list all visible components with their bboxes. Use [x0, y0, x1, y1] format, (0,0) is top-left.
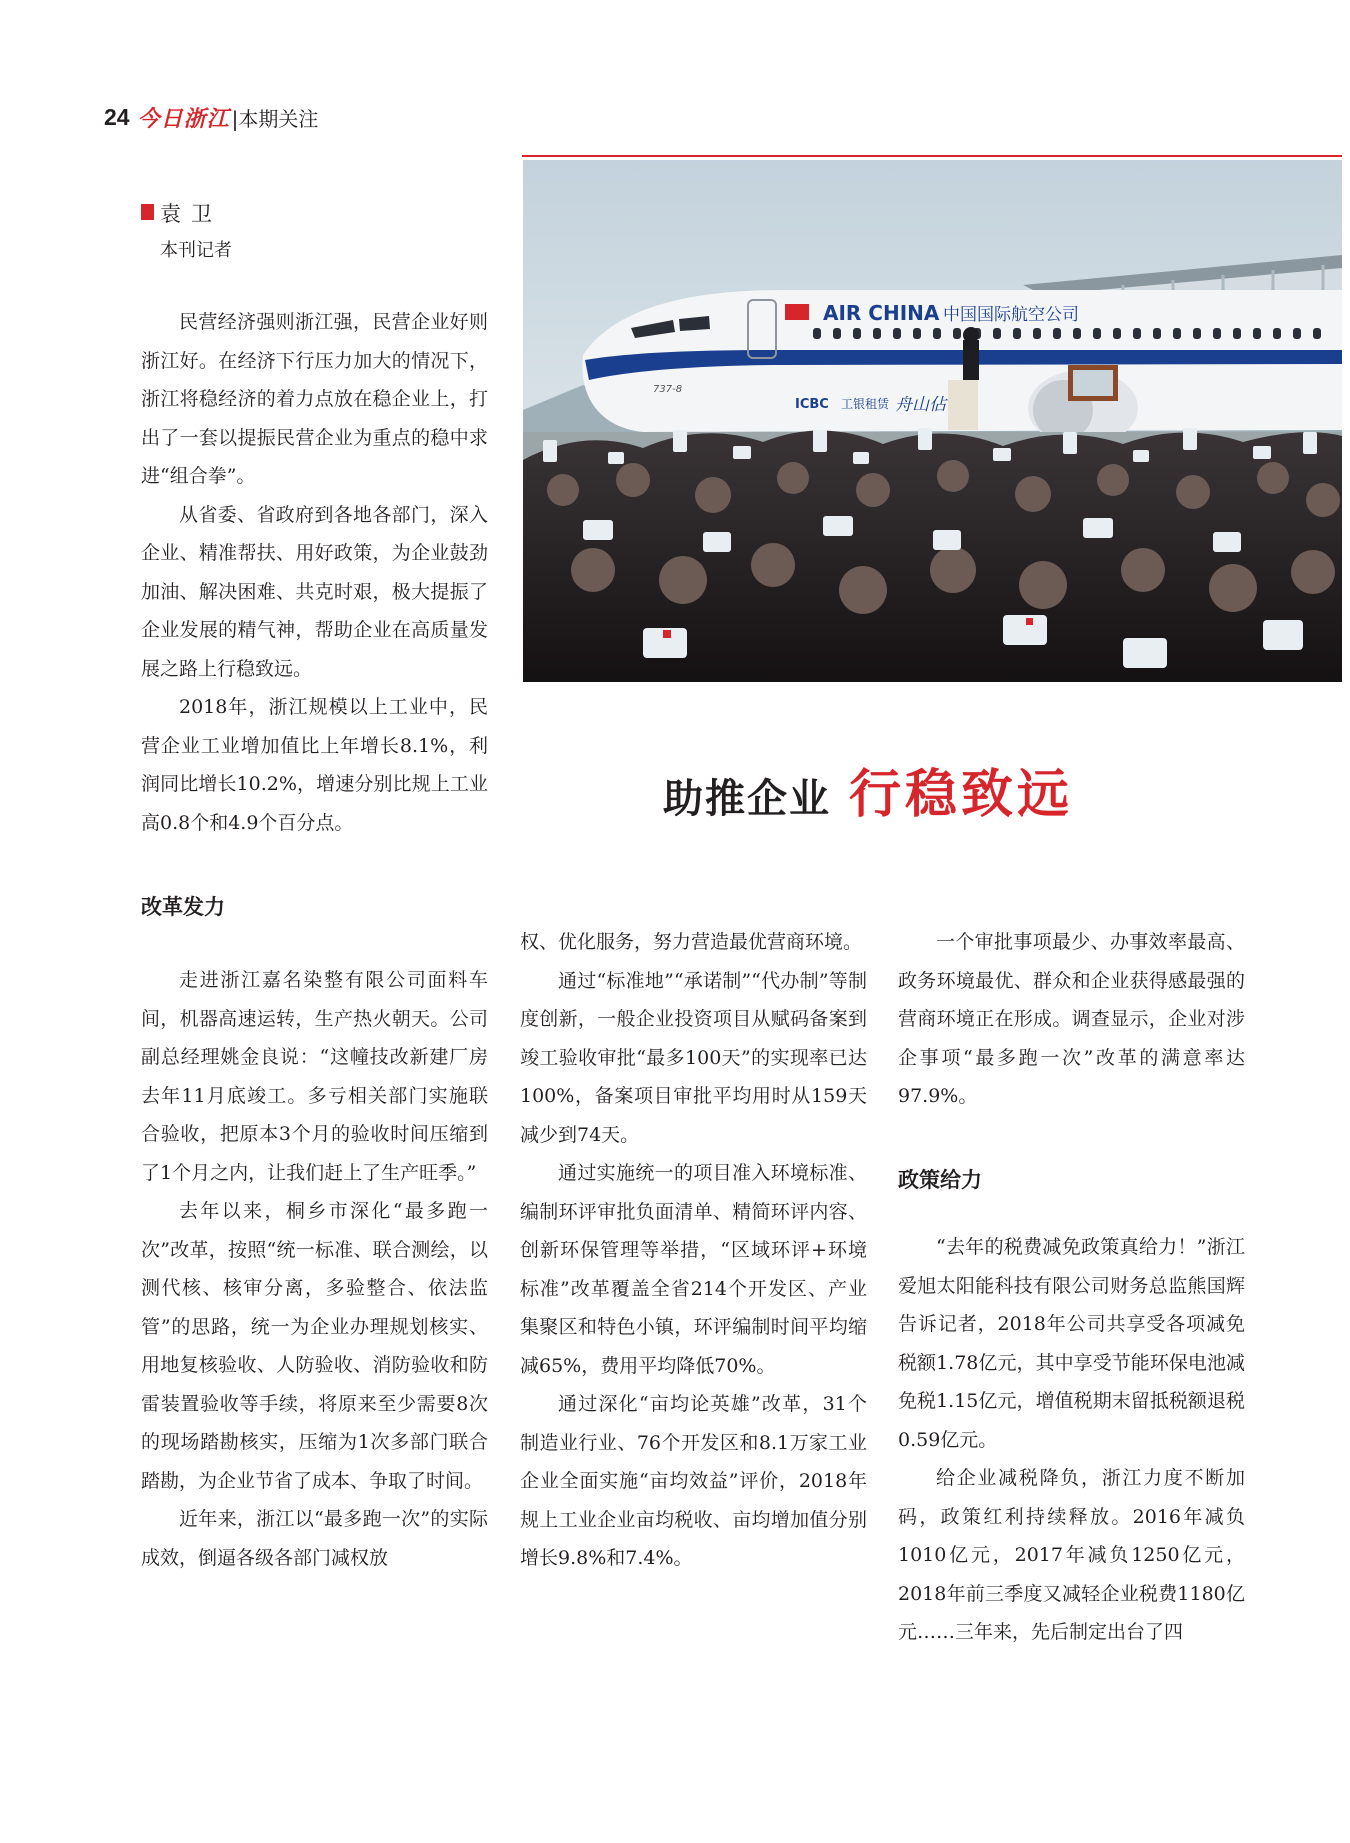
magazine-logo: 今日浙江: [137, 105, 230, 132]
livery-text: AIR CHINA: [823, 301, 940, 325]
intro-paragraph-2: 从省委、省政府到各地各部门，深入企业、精准帮扶、用好政策，为企业鼓劲加油、解决困难、共克时艰，极大提振了企业发展的精气神，帮助企业在高质量发展之路上行稳致远。: [141, 503, 488, 680]
section1-paragraph-3: 近年来，浙江以“最多跑一次”的实际成效，倒逼各级各部门减权放: [141, 1508, 488, 1569]
body-column-2: [520, 923, 867, 1578]
body-column-3: [898, 923, 1245, 1116]
body-column-1: [141, 961, 488, 1577]
aircraft-model: 737-8: [653, 384, 683, 395]
speaker: [963, 340, 979, 380]
section1-paragraph-2: 去年以来，桐乡市深化“最多跑一次”改革，按照“统一标准、联合测绘，以测代核、核审分离，多验整合、依法监管”的思路，统一为企业办理规划核实、用地复核验收、人防验收、消防验收和防雷装置验收等手续，将原来至少需要8次的现场踏勘核实，压缩为1次多部门联合踏勘，为企业节省了成本、争取了时间。: [141, 1200, 488, 1492]
column2-continuation: 权、优化服务，努力营造最优营商环境。: [520, 931, 863, 953]
header-rule: [522, 155, 1342, 157]
column2-paragraph-3: 通过深化“亩均论英雄”改革，31个制造业行业、76个开发区和8.1万家工业企业全面实施“亩均效益”评价，2018年规上工业企业亩均税收、亩均增加值分别增长9.8%和7.4%。: [520, 1393, 867, 1569]
article-photo: [523, 160, 1342, 682]
intro-column: [141, 303, 488, 842]
author-marker: [141, 204, 154, 220]
column3-paragraph-1: 一个审批事项最少、办事效率最高、政务环境最优、群众和企业获得感最强的营商环境正在形成。调查显示，企业对涉企事项“最多跑一次”改革的满意率达97.9%。: [898, 931, 1245, 1107]
zhoushan-text: 舟山佔: [895, 395, 946, 415]
livery-text-cn: 中国国际航空公司: [943, 305, 1079, 325]
article-headline: [663, 752, 1073, 827]
section-title-reform: 改革发力: [141, 895, 225, 919]
column2-paragraph-1: 通过“标准地”“承诺制”“代办制”等制度创新，一般企业投资项目从赋码备案到竣工验收审批“最多100天”的实现率已达100%，备案项目审批平均用时从159天减少到74天。: [520, 969, 867, 1146]
page-header: [104, 100, 318, 134]
author-name: 袁卫: [160, 202, 222, 226]
intro-paragraph-1: 民营经济强则浙江强，民营企业好则浙江好。在经济下行压力加大的情况下，浙江将稳经济的着力点放在稳企业上，打出了一套以提振民营企业为重点的稳中求进“组合拳”。: [141, 311, 488, 487]
podium: [948, 380, 978, 430]
flag: [785, 304, 809, 320]
body-column-3-section2: [898, 1228, 1245, 1652]
section2-paragraph-1: “去年的税费减免政策真给力！”浙江爱旭太阳能科技有限公司财务总监熊国辉告诉记者，2018年公司共享受各项减免税额1.78亿元，其中享受节能环保电池减免税1.15亿元，增值税期末留抵税额退税0.59亿元。: [898, 1236, 1245, 1451]
section1-paragraph-1: 走进浙江嘉名染整有限公司面料车间，机器高速运转，生产热火朝天。公司副总经理姚金良说：“这幢技改新建厂房去年11月底竣工。多亏相关部门实施联合验收，把原本3个月的验收时间压缩到了1个月之内，让我们赶上了生产旺季。”: [141, 969, 488, 1184]
section-label: |本期关注: [231, 106, 319, 131]
headline-part1: 助推企业: [663, 775, 831, 822]
headline-part2: 行稳致远: [849, 765, 1074, 825]
icbc-leasing: 工银租赁: [841, 397, 890, 411]
column2-paragraph-2: 通过实施统一的项目准入环境标准、编制环评审批负面清单、精简环评内容、创新环保管理等举措，“区域环评+环境标准”改革覆盖全省214个开发区、产业集聚区和特色小镇，环评编制时间平均缩减65%，费用平均降低70%。: [520, 1162, 867, 1377]
section2-paragraph-2: 给企业减税降负，浙江力度不断加码，政策红利持续释放。2016年减负1010亿元，2017年减负1250亿元，2018年前三季度又减轻企业税费1180亿元……三年来，先后制定出台了四: [898, 1467, 1245, 1643]
author-role: 本刊记者: [160, 240, 232, 261]
icbc-logo: ICBC: [795, 397, 829, 412]
page-number: 24: [104, 103, 130, 130]
section-title-policy: 政策给力: [898, 1168, 982, 1192]
intro-paragraph-3: 2018年，浙江规模以上工业中，民营企业工业增加值比上年增长8.1%，利润同比增长10.2%，增速分别比规上工业高0.8个和4.9个百分点。: [141, 696, 488, 834]
